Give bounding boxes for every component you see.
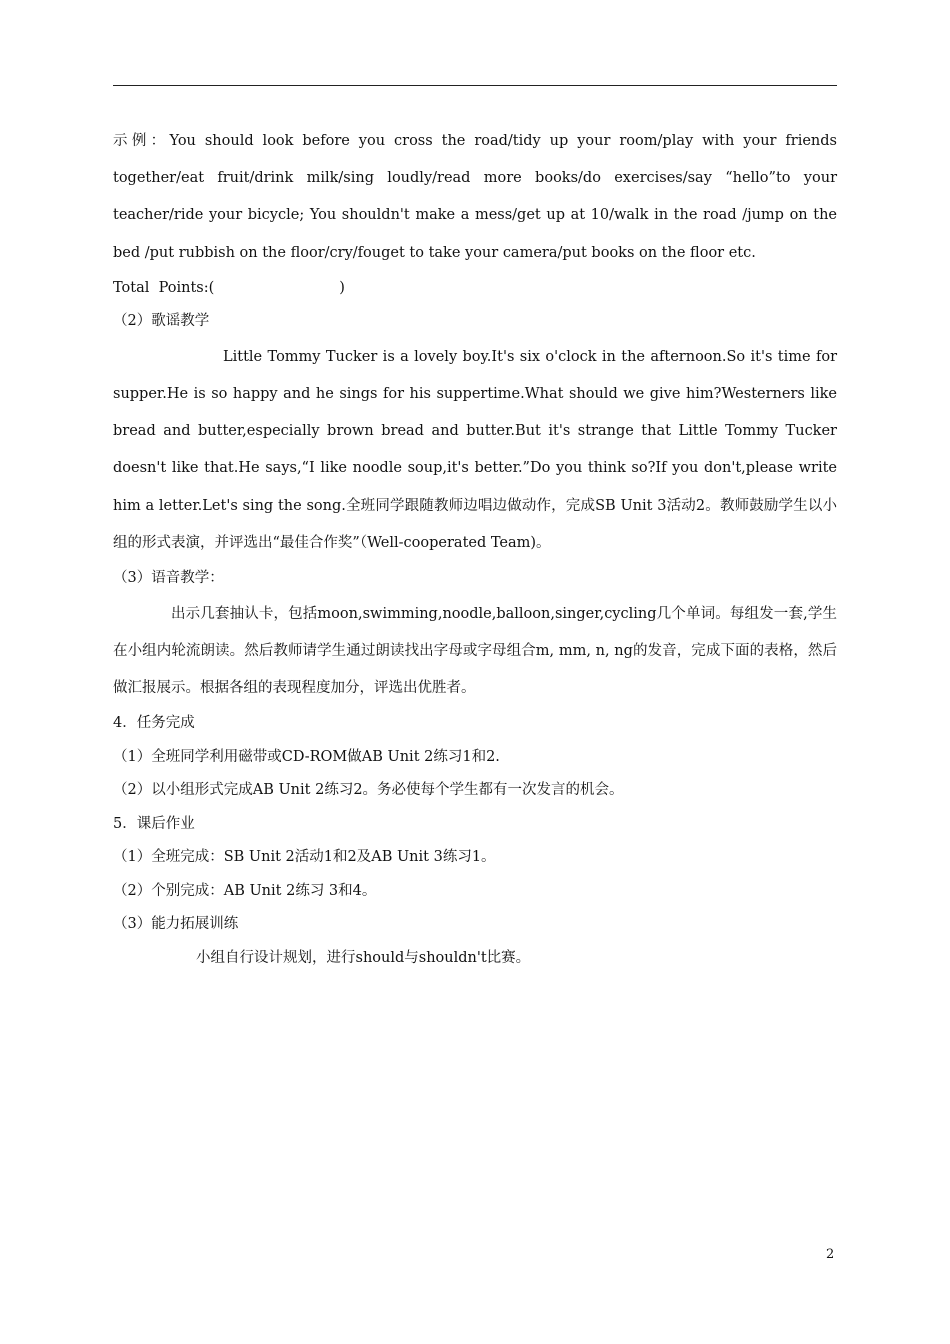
section5-heading: 5．课后作业 xyxy=(113,815,195,832)
example-paragraph: 示例：You should look before you cross the road/tidy up your room/play with your friends together/eat fruit/drink milk/sing loudly/read more books/do exercises/say “hello”to your teacher/ride your bicycle; You shouldn't make a mess/get up at 10/walk in the road /jump on the bed /put rubbish on the floor/cry/fouget to take your camera/put books on the floor etc. xyxy=(113,133,837,261)
phonics-paragraph: 出示几套抽认卡，包括moon,swimming,noodle,balloon,singer,cycling几个单词。每组发一套,学生在小组内轮流朗读。然后教师请学生通过朗读找出字母或字母组合m, mm, n, ng的发音，完成下面的表格，然后做汇报展示。根据各组的表现程度加分，评选出优胜者。 xyxy=(113,605,837,696)
section5-item-1: （1）全班完成：SB Unit 2活动1和2及AB Unit 3练习1。 xyxy=(113,849,496,866)
section4-item-1: （1）全班同学利用磁带或CD-ROM做AB Unit 2练习1和2. xyxy=(113,748,500,765)
section5-item-2: （2）个别完成：AB Unit 2练习 3和4。 xyxy=(113,882,377,899)
header-rule xyxy=(113,85,837,86)
section4-heading: 4．任务完成 xyxy=(113,715,195,732)
page-number: 2 xyxy=(826,1247,835,1262)
phonics-heading: （3）语音教学： xyxy=(113,570,224,587)
page-content xyxy=(113,123,837,975)
extension-text: 小组自行设计规划，进行should与shouldn't比赛。 xyxy=(196,949,531,966)
total-points-line xyxy=(113,272,837,306)
section4-item-2: （2）以小组形式完成AB Unit 2练习2。务必使每个学生都有一次发言的机会。 xyxy=(113,782,624,799)
song-paragraph: Little Tommy Tucker is a lovely boy.It's six o'clock in the afternoon.So it's time for supper.He is so happy and he sings for his suppertime.What should we give him?Westerners like bread and butter,especially brown bread and butter.But it's strange that Little Tommy Tucker doesn't like that.He says,“I like noodle soup,it's better.”Do you think so?If you don't,please write him a letter.Let's sing the song.全班同学跟随教师边唱边做动作，完成SB Unit 3活动2。教师鼓励学生以小组的形式表演，并评选出“最佳合作奖”（Well-cooperated Team)。 xyxy=(113,348,837,551)
total-points-close: ) xyxy=(339,279,345,296)
song-heading: （2）歌谣教学 xyxy=(113,313,210,330)
total-points-label: Total Points:( xyxy=(113,279,215,296)
section5-item-3: （3）能力拓展训练 xyxy=(113,916,239,933)
